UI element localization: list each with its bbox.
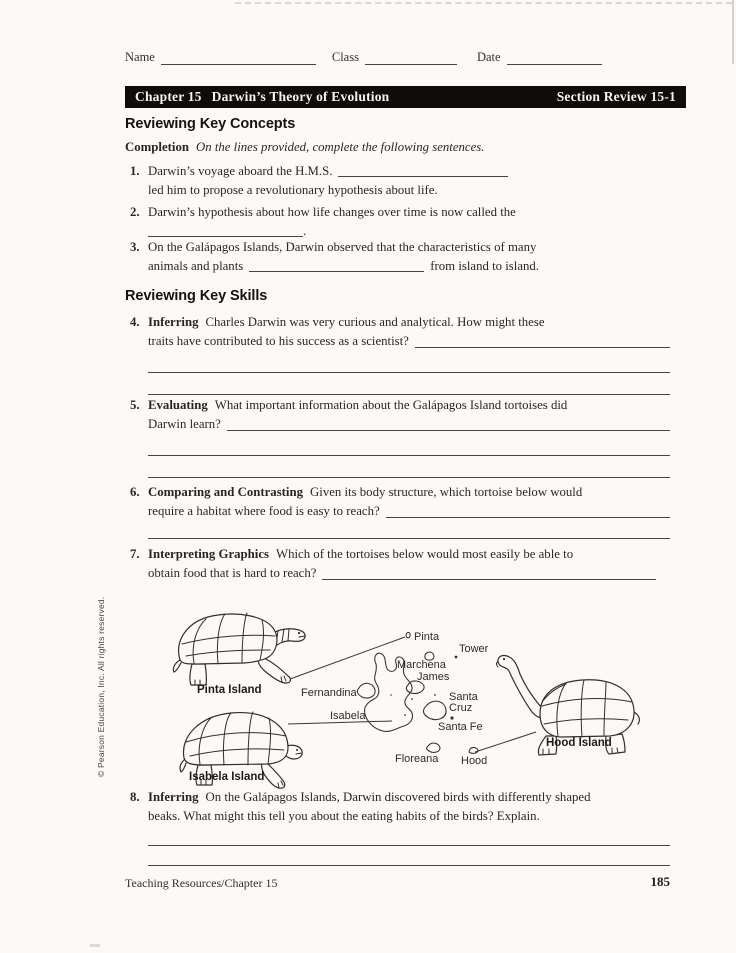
name-label: Name — [125, 50, 155, 64]
question-text: beaks. What might this tell you about the eating habits of the birds? Explain. — [148, 809, 540, 823]
question-7-line-1 — [130, 545, 670, 564]
island-fernandina — [357, 683, 375, 698]
island-label-santa-cruz-line2: Cruz — [449, 702, 473, 714]
islet-speck — [411, 698, 413, 700]
galapagos-map-svg — [140, 600, 680, 795]
question-number: 8. — [130, 790, 140, 804]
tortoise-label-isabela-island: Isabela Island — [189, 771, 265, 783]
scan-artifact-top — [235, 2, 732, 4]
question-4-line-1 — [130, 313, 670, 332]
question-text: On the Galápagos Islands, Darwin discovered birds with differently shaped — [205, 790, 591, 804]
answer-line — [148, 826, 670, 846]
skills-heading: Reviewing Key Skills — [125, 288, 268, 304]
question-6-line-2 — [148, 502, 670, 521]
question-text: led him to propose a revolutionary hypothesis about life. — [148, 183, 438, 197]
island-tower — [455, 656, 458, 659]
skill-label: Inferring — [148, 315, 199, 329]
answer-line — [148, 521, 670, 539]
answer-blank — [415, 332, 670, 348]
island-label-james: James — [417, 671, 450, 683]
question-number: 7. — [130, 547, 140, 561]
question-1-line-1 — [130, 162, 670, 181]
chapter-name: Darwin’s Theory of Evolution — [211, 89, 390, 104]
question-1 — [130, 162, 670, 200]
tortoise-label-pinta-island: Pinta Island — [197, 684, 262, 696]
question-3 — [130, 238, 670, 276]
island-label-santa-cruz-line1: Santa — [449, 691, 478, 703]
island-label-tower: Tower — [459, 643, 489, 655]
page-number: 185 — [650, 874, 670, 889]
answer-blank — [227, 415, 670, 431]
question-2 — [130, 203, 670, 241]
question-5-line-2 — [148, 415, 670, 434]
answer-blank — [249, 257, 424, 272]
answer-line — [148, 456, 670, 478]
skill-label: Evaluating — [148, 398, 208, 412]
question-1-line-2 — [148, 181, 670, 200]
question-number: 2. — [130, 205, 140, 219]
connector-pinta — [290, 637, 405, 679]
completion-instructions: On the lines provided, complete the following sentences. — [196, 140, 485, 154]
question-text: Given its body structure, which tortoise below would — [310, 485, 583, 499]
chapter-number: Chapter 15 — [135, 89, 202, 104]
question-text: from island to island. — [430, 259, 540, 273]
question-4 — [130, 313, 670, 395]
class-label: Class — [331, 50, 359, 64]
skill-label: Inferring — [148, 790, 199, 804]
section-review-label: Section Review 15-1 — [556, 89, 676, 104]
question-7-line-2 — [148, 564, 670, 583]
question-3-line-2 — [148, 257, 670, 276]
island-label-isabela: Isabela — [330, 710, 366, 722]
question-text: . — [303, 224, 307, 238]
question-number: 4. — [130, 315, 140, 329]
scan-artifact-bottom — [90, 944, 100, 947]
islet-speck — [434, 694, 436, 696]
question-text: traits have contributed to his success as a scientist? — [148, 334, 409, 348]
islet-speck — [390, 694, 392, 696]
island-label-hood: Hood — [461, 755, 488, 767]
question-2-line-1 — [130, 203, 670, 222]
island-label-santa-fe: Santa Fe — [438, 721, 483, 733]
question-text: obtain food that is hard to reach? — [148, 566, 317, 580]
connector-hood — [475, 732, 536, 752]
header-fields — [125, 50, 602, 65]
tortoise-label-hood-island: Hood Island — [546, 737, 612, 749]
question-8 — [130, 788, 670, 866]
concepts-heading: Reviewing Key Concepts — [125, 116, 296, 132]
island-label-floreana: Floreana — [395, 753, 439, 765]
date-label: Date — [476, 50, 501, 64]
footer-source: Teaching Resources/Chapter 15 — [125, 876, 278, 890]
island-label-fernandina: Fernandina — [301, 687, 357, 699]
question-text: animals and plants — [148, 259, 244, 273]
name-blank — [161, 51, 316, 65]
question-8-line-2 — [148, 807, 670, 826]
completion-label: Completion — [125, 140, 189, 154]
question-6-line-1 — [130, 483, 670, 502]
chapter-title-bar — [125, 86, 686, 108]
scan-artifact-right — [732, 0, 734, 64]
chapter-title — [135, 89, 389, 105]
question-number: 5. — [130, 398, 140, 412]
island-floreana — [427, 743, 440, 752]
question-text: Darwin’s hypothesis about how life changes over time is now called the — [148, 205, 516, 219]
island-pinta — [406, 632, 410, 637]
date-blank — [507, 51, 602, 65]
class-blank — [365, 51, 457, 65]
question-3-line-1 — [130, 238, 670, 257]
pinta-tortoise-drawing — [173, 613, 305, 685]
answer-blank — [148, 222, 303, 237]
answer-line — [148, 351, 670, 373]
question-4-line-2 — [148, 332, 670, 351]
islet-speck — [404, 714, 406, 716]
skill-label: Comparing and Contrasting — [148, 485, 304, 499]
question-number: 3. — [130, 240, 140, 254]
island-label-marchena: Marchena — [397, 659, 446, 671]
answer-blank — [338, 162, 508, 177]
question-text: On the Galápagos Islands, Darwin observed that the characteristics of many — [148, 240, 537, 254]
question-text: require a habitat where food is easy to reach? — [148, 504, 380, 518]
copyright-notice: © Pearson Education, Inc. All rights reserved. — [96, 596, 106, 777]
island-hood — [469, 748, 478, 754]
question-6 — [130, 483, 670, 539]
question-5-line-1 — [130, 396, 670, 415]
question-text: Darwin learn? — [148, 417, 221, 431]
question-number: 1. — [130, 164, 140, 178]
galapagos-map-figure — [140, 600, 680, 795]
question-text: What important information about the Galápagos Island tortoises did — [214, 398, 568, 412]
island-santa-cruz — [423, 701, 446, 719]
answer-line — [148, 434, 670, 456]
question-7 — [130, 545, 670, 583]
island-label-pinta: Pinta — [414, 631, 440, 643]
question-text: Darwin’s voyage aboard the H.M.S. — [148, 164, 333, 178]
skill-label: Interpreting Graphics — [148, 547, 269, 561]
question-text: Charles Darwin was very curious and analytical. How might these — [205, 315, 545, 329]
answer-line — [148, 846, 670, 866]
question-5 — [130, 396, 670, 478]
completion-instructions-row — [125, 138, 484, 157]
question-number: 6. — [130, 485, 140, 499]
answer-line — [148, 373, 670, 395]
answer-blank — [322, 564, 656, 580]
answer-blank — [386, 502, 670, 518]
island-santa-fe — [450, 716, 453, 719]
question-text: Which of the tortoises below would most easily be able to — [275, 547, 574, 561]
question-8-line-1 — [130, 788, 670, 807]
